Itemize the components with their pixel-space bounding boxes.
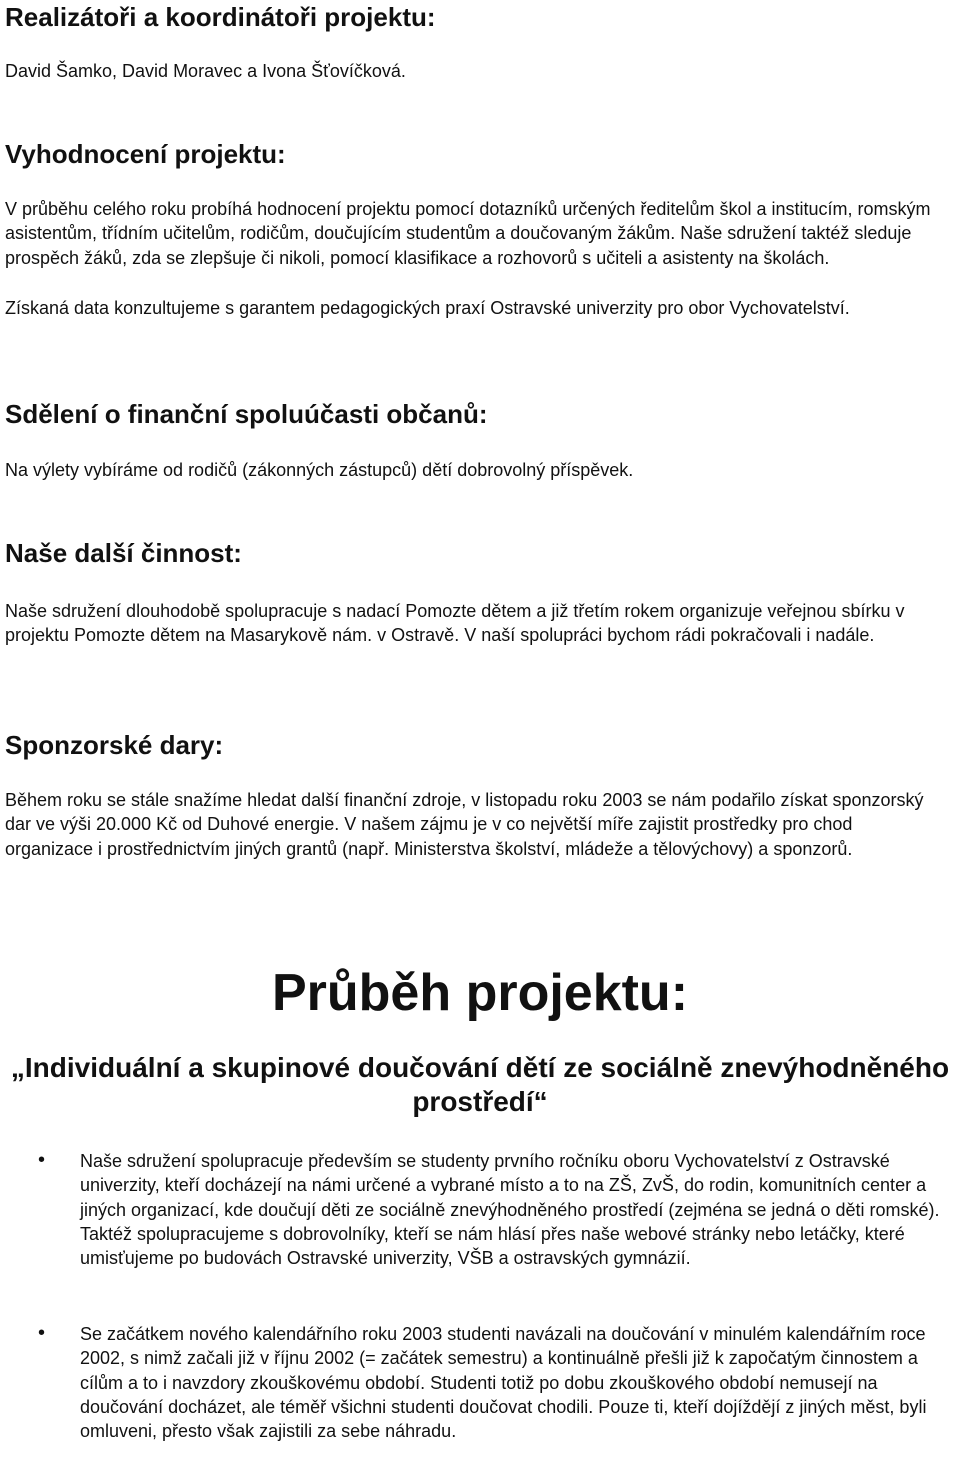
text-vyhodnoceni-2: Získaná data konzultujeme s garantem pedagogických praxí Ostravské univerzity pro obor Vychovatelství.: [5, 298, 850, 318]
text-sdeleni: Na výlety vybíráme od rodičů (zákonných zástupců) dětí dobrovolný příspěvek.: [5, 460, 634, 480]
heading-sponzorske: Sponzorské dary:: [5, 730, 224, 760]
list-item-1-text: Naše sdružení spolupracuje především se studenty prvního ročníku oboru Vychovatelství z Ostravské univerzity, kteří docházejí na námi určené a vybrané místo a to na ZŠ, ZvŠ, do rodin, komunitních center a jiných organizací, kde doučují děti ze sociálně znevýhodněného prostředí (zejména se jedná o děti romské).: [80, 1151, 940, 1220]
list-item-1-text-2: Taktéž spolupracujeme s dobrovolníky, kteří se nám hlásí přes naše webové stránky nebo letáčky, které umisťujeme po budovách Ostravské univerzity, VŠB a ostravských gymnázií.: [80, 1223, 905, 1269]
text-dalsi-cinnost: Naše sdružení dlouhodobě spolupracuje s nadací Pomozte dětem a již třetím rokem organizuje veřejnou sbírku v projektu Pomozte dětem na Masarykově nám. v Ostravě. V naší spolupráci bychom rádi pokračovali i nadále.: [5, 601, 905, 646]
list-item-1: [80, 1149, 940, 1270]
bullet-1: •: [38, 1149, 46, 1171]
text-sponzorske: Během roku se stále snažíme hledat další finanční zdroje, v listopadu roku 2003 se nám podařilo získat sponzorský dar ve výši 20.000 Kč od Duhové energie. V našem zájmu je v co největší míře zajistit prostředky pro chod organizace i prostřednictvím jiných grantů (např. Ministerstva školství, mládeže a tělovýchovy) a sponzorů.: [5, 790, 924, 859]
heading-dalsi-cinnost: Naše další činnost:: [5, 538, 242, 568]
bullet-2: •: [38, 1322, 46, 1344]
list-item-2-text: Se začátkem nového kalendářního roku 2003 studenti navázali na doučování v minulém kalendářním roce 2002, s nimž začali již v říjnu 2002 (= začátek semestru) a kontinuálně přešli již k započatým činnostem a cílům a to i navzdory zkouškovému období. Studenti totiž po dobu zkouškového období nemusejí na doučování docházet, ale téměř všichni studenti doučovat chodili. Pouze ti, kteří dojíždějí z jiných měst, byli omluveni, přesto však zajistili za sebe náhradu.: [80, 1324, 927, 1442]
heading-sdeleni: Sdělení o finanční spoluúčasti občanů:: [5, 399, 488, 429]
list-item-2: [80, 1322, 940, 1443]
text-realizatori: David Šamko, David Moravec a Ivona Šťovíčková.: [5, 61, 406, 81]
title-prubeh: Průběh projektu:: [271, 964, 689, 1022]
text-vyhodnoceni-1: V průběhu celého roku probíhá hodnocení projektu pomocí dotazníků určených ředitelům škol a institucím, romským asistentům, třídním učitelům, rodičům, doučujícím studentům a doučovaným žákům. Naše sdružení taktéž sleduje prospěch žáků, zda se zlepšuje či nikoli, pomocí klasifikace a rozhovorů s učiteli a asistenty na školách.: [5, 199, 931, 268]
heading-realizatori: Realizátoři a koordinátoři projektu:: [5, 2, 436, 32]
subtitle-prubeh: „Individuální a skupinové doučování dětí ze sociálně znevýhodněného prostředí“: [10, 1052, 950, 1117]
heading-vyhodnoceni: Vyhodnocení projektu:: [5, 139, 286, 169]
